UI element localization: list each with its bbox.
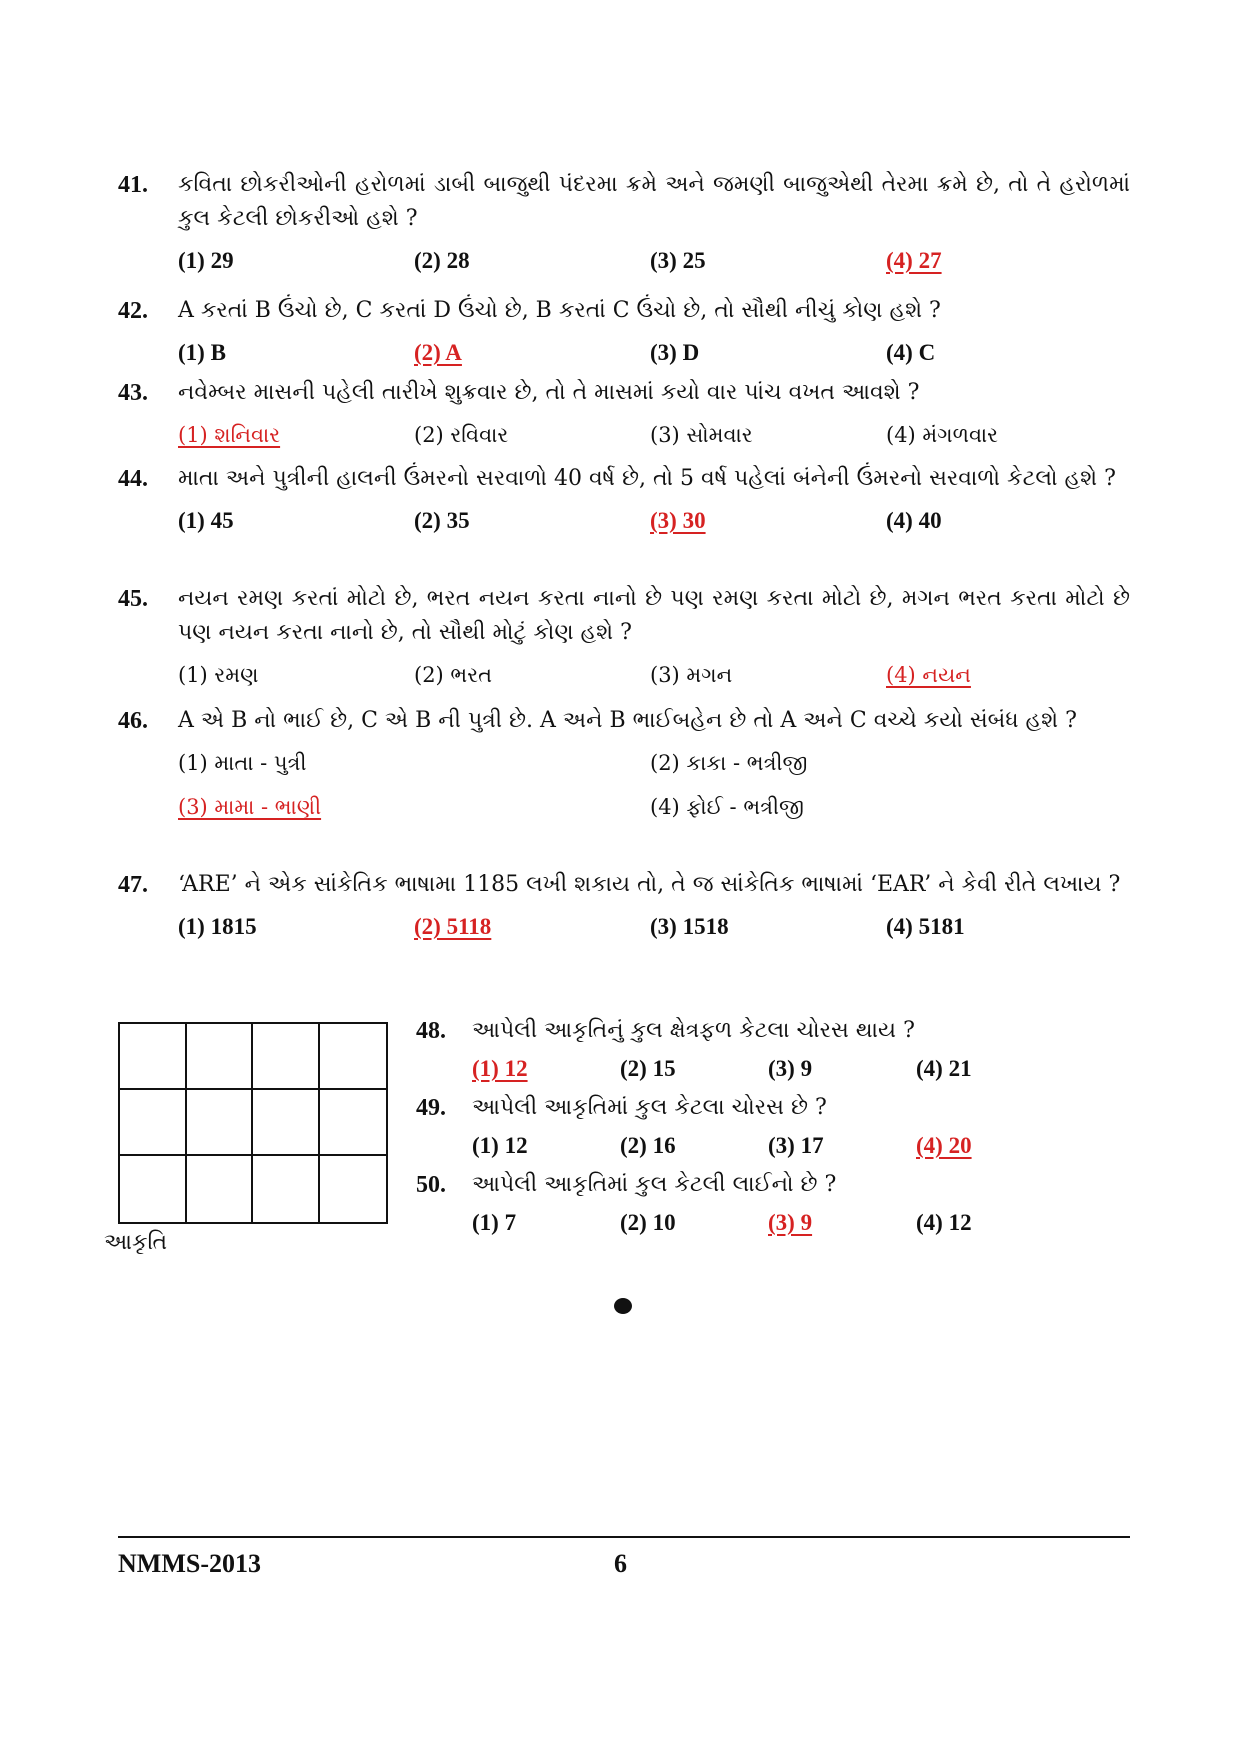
option-1: (1) 45 — [178, 508, 234, 533]
option-1: (1) 7 — [472, 1210, 517, 1235]
options — [472, 1052, 1056, 1086]
grid-cell — [320, 1156, 387, 1222]
question-text: A એ B નો ભાઈ છે, C એ B ની પુત્રી છે. A અને B ભાઈબહેન છે તો A અને C વચ્ચે કયો સંબંધ હશે ? — [178, 708, 1077, 733]
grid-cell — [120, 1024, 187, 1090]
option-4: (4) 20 — [916, 1133, 972, 1158]
option-2: (2) 5118 — [414, 914, 492, 939]
question-45 — [118, 582, 1130, 694]
option-4: (4) મંગળવાર — [886, 423, 999, 447]
question-43 — [118, 376, 1130, 454]
question-text: માતા અને પુત્રીની હાલની ઉંમરનો સરવાળો 40 વર્ષ છે, તો 5 વર્ષ પહેલાં બંનેની ઉંમરનો સરવાળો કેટલો હશે ? — [178, 466, 1116, 491]
option-2: (2) 15 — [620, 1056, 676, 1081]
option-2: (2) 16 — [620, 1133, 676, 1158]
option-4: (4) 40 — [886, 508, 942, 533]
question-text: આપેલી આકૃતિમાં કુલ કેટલી લાઈનો છે ? — [472, 1172, 837, 1197]
option-1: (1) રમણ — [178, 663, 259, 687]
question-number: 45. — [118, 586, 148, 612]
options-row-1 — [178, 746, 1130, 782]
exam-name: NMMS-2013 — [118, 1549, 261, 1578]
option-2: (2) ભરત — [414, 663, 493, 687]
question-42 — [118, 294, 1130, 372]
question-text: કવિતા છોકરીઓની હરોળમાં ડાબી બાજુથી પંદરમા ક્રમે અને જમણી બાજુએથી તેરમા ક્રમે છે, તો તે હરોળમાં કુલ કેટલી છોકરીઓ હશે ? — [178, 172, 1130, 231]
question-47 — [118, 868, 1130, 946]
options — [178, 658, 1130, 694]
option-4: (4) 27 — [886, 248, 942, 273]
option-3: (3) 9 — [768, 1210, 813, 1235]
option-3: (3) 30 — [650, 508, 706, 533]
grid-cell — [253, 1156, 320, 1222]
question-41 — [118, 168, 1130, 280]
options — [472, 1206, 1056, 1240]
option-3: (3) સોમવાર — [650, 423, 753, 447]
option-1: (1) B — [178, 340, 226, 365]
question-text: આપેલી આકૃતિમાં કુલ કેટલા ચોરસ છે ? — [472, 1095, 827, 1120]
question-number: 48. — [416, 1018, 446, 1044]
question-50 — [416, 1168, 1056, 1240]
grid-cell — [120, 1090, 187, 1156]
question-48 — [416, 1014, 1056, 1086]
question-46 — [118, 704, 1130, 826]
option-2: (2) A — [414, 340, 462, 365]
question-49 — [416, 1091, 1056, 1163]
figure-label: આકૃતિ — [104, 1230, 168, 1255]
option-2: (2) રવિવાર — [414, 423, 509, 447]
option-4: (4) નયન — [886, 663, 971, 687]
option-3: (3) 9 — [768, 1056, 813, 1081]
question-text: નયન રમણ કરતાં મોટો છે, ભરત નયન કરતા નાનો છે પણ રમણ કરતા મોટો છે, મગન ભરત કરતા મોટો છે પણ નયન કરતા નાનો છે, તો સૌથી મોટું કોણ હશે ? — [178, 586, 1130, 645]
question-number: 41. — [118, 172, 148, 198]
option-1: (1) 12 — [472, 1056, 528, 1081]
option-3: (3) 25 — [650, 248, 706, 273]
options-row-2 — [178, 790, 1130, 826]
grid-cell — [253, 1090, 320, 1156]
page-number: 6 — [614, 1549, 627, 1578]
question-number: 46. — [118, 708, 148, 734]
grid-cell — [120, 1156, 187, 1222]
question-number: 47. — [118, 872, 148, 898]
option-2: (2) 28 — [414, 248, 470, 273]
option-3: (3) મગન — [650, 663, 733, 687]
question-text: આપેલી આકૃતિનું કુલ ક્ષેત્રફળ કેટલા ચોરસ થાય ? — [472, 1018, 915, 1043]
question-number: 42. — [118, 298, 148, 324]
option-2: (2) 10 — [620, 1210, 676, 1235]
question-number: 43. — [118, 380, 148, 406]
option-3: (3) 17 — [768, 1133, 824, 1158]
option-1: (1) માતા - પુત્રી — [178, 751, 307, 775]
option-4: (4) 5181 — [886, 914, 965, 939]
options — [178, 244, 1130, 280]
option-1: (1) 29 — [178, 248, 234, 273]
option-1: (1) 1815 — [178, 914, 257, 939]
footer-divider — [118, 1536, 1130, 1538]
options — [178, 336, 1130, 372]
options — [178, 504, 1130, 540]
option-4: (4) C — [886, 340, 936, 365]
question-number: 50. — [416, 1172, 446, 1198]
question-44 — [118, 462, 1130, 540]
option-2: (2) કાકા - ભત્રીજી — [650, 751, 808, 775]
grid-figure — [118, 1022, 388, 1222]
option-4: (4) 12 — [916, 1210, 972, 1235]
option-3: (3) D — [650, 340, 700, 365]
grid-cell — [187, 1156, 254, 1222]
question-text: નવેમ્બર માસની પહેલી તારીખે શુક્રવાર છે, તો તે માસમાં કયો વાર પાંચ વખત આવશે ? — [178, 380, 920, 405]
question-number: 49. — [416, 1095, 446, 1121]
question-number: 44. — [118, 466, 148, 492]
option-4: (4) 21 — [916, 1056, 972, 1081]
option-4: (4) ફોઈ - ભત્રીજી — [650, 795, 804, 819]
option-2: (2) 35 — [414, 508, 470, 533]
question-text: ‘ARE’ ને એક સાંકેતિક ભાષામા 1185 લખી શકાય તો, તે જ સાંકેતિક ભાષામાં ‘EAR’ ને કેવી રીતે લખાય ? — [178, 872, 1121, 897]
grid — [118, 1022, 388, 1224]
grid-cell — [187, 1090, 254, 1156]
grid-cell — [187, 1024, 254, 1090]
option-1: (1) શનિવાર — [178, 423, 281, 447]
question-text: A કરતાં B ઉંચો છે, C કરતાં D ઉંચો છે, B કરતાં C ઉંચો છે, તો સૌથી નીચું કોણ હશે ? — [178, 298, 941, 323]
option-3: (3) મામા - ભાણી — [178, 795, 322, 819]
grid-cell — [253, 1024, 320, 1090]
option-3: (3) 1518 — [650, 914, 729, 939]
option-1: (1) 12 — [472, 1133, 528, 1158]
grid-cell — [320, 1024, 387, 1090]
options — [472, 1129, 1056, 1163]
options — [178, 418, 1130, 454]
options — [178, 910, 1130, 946]
end-bullet — [614, 1298, 632, 1314]
grid-cell — [320, 1090, 387, 1156]
